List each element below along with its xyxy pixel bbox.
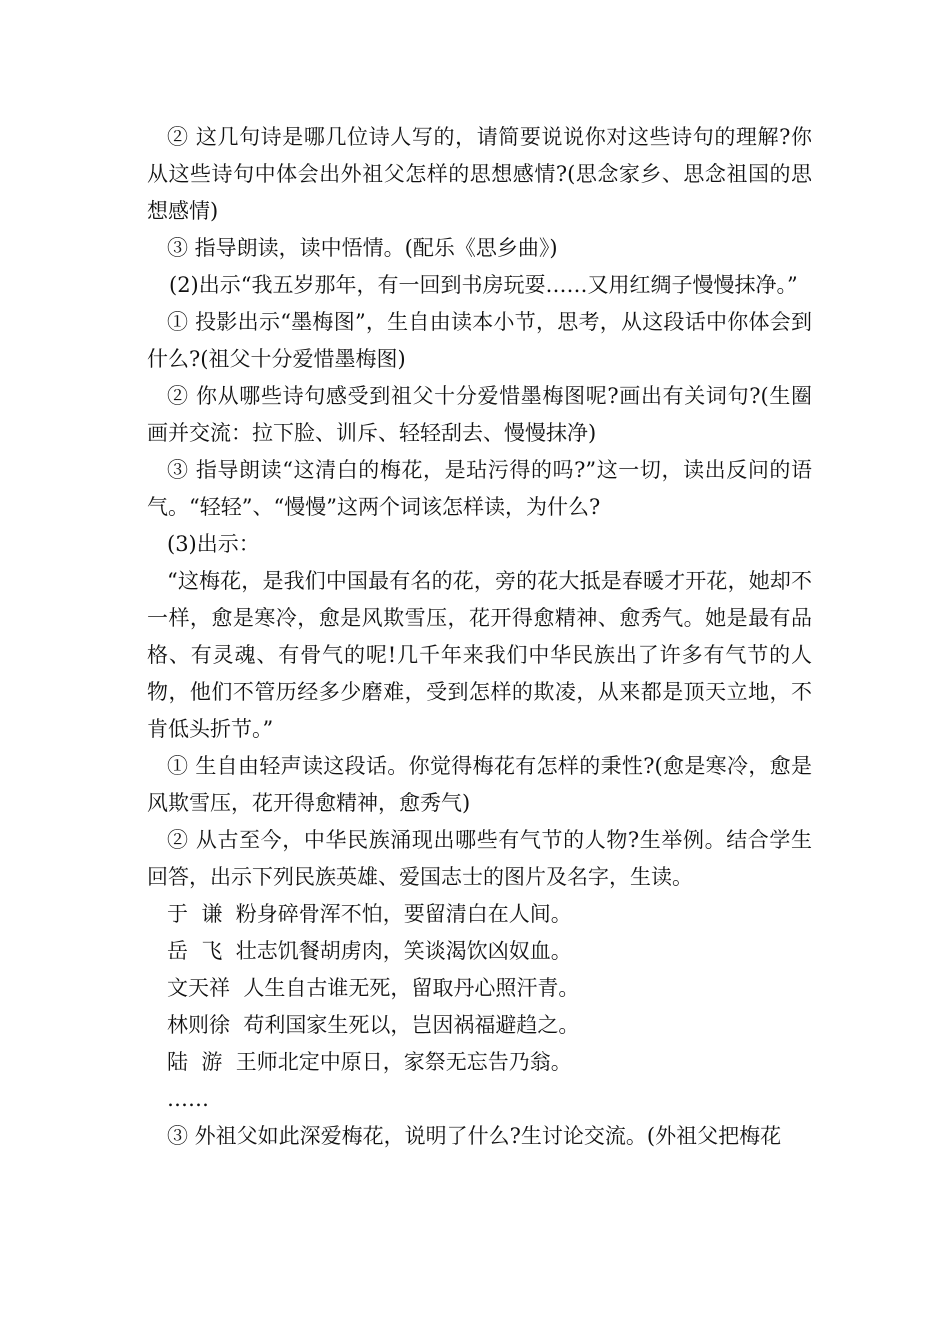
paragraph: (2)出示“我五岁那年，有一回到书房玩耍……又用红绸子慢慢抹净。” bbox=[169, 273, 798, 297]
paragraph: ② 这几句诗是哪几位诗人写的，请简要说说你对这些诗句的理解?你从这些诗句中体会出外祖父怎样的思想感情?(思念家乡、思念祖国的思想感情) bbox=[147, 125, 812, 223]
quote-paragraph: “这梅花，是我们中国最有名的花，旁的花大抵是春暖才开花，她却不一样，愈是寒冷，愈是风欺雪压，花开得愈精神、愈秀气。她是最有品格、有灵魂、有骨气的呢!几千年来我们中华民族出了许多有气节的人物，他们不管历经多少磨难，受到怎样的欺凌，从来都是顶天立地，不肯低头折节。” bbox=[147, 569, 812, 741]
poet-name: 林则徐 bbox=[167, 1013, 230, 1037]
paragraph: ③ 指导朗读“这清白的梅花，是玷污得的吗?”这一切，读出反问的语气。“轻轻”、“慢慢”这两个词该怎样读，为什么? bbox=[147, 458, 812, 519]
poet-name: 于 谦 bbox=[167, 902, 223, 926]
poem-text: 王师北定中原日，家祭无忘告乃翁。 bbox=[235, 1050, 572, 1074]
ellipsis: …… bbox=[167, 1087, 209, 1111]
poem-line bbox=[147, 1044, 812, 1081]
poet-name: 岳 飞 bbox=[167, 939, 223, 963]
poem-line bbox=[147, 1007, 812, 1044]
poem-text: 粉身碎骨浑不怕，要留清白在人间。 bbox=[235, 902, 572, 926]
poem-text: 人生自古谁无死，留取丹心照汗青。 bbox=[243, 976, 580, 1000]
paragraph: ① 投影出示“墨梅图”，生自由读本小节，思考，从这段话中你体会到什么?(祖父十分爱惜墨梅图) bbox=[147, 310, 812, 371]
poem-text: 壮志饥餐胡虏肉，笑谈渴饮凶奴血。 bbox=[235, 939, 572, 963]
paragraph: ① 生自由轻声读这段话。你觉得梅花有怎样的秉性?(愈是寒冷，愈是风欺雪压，花开得愈精神，愈秀气) bbox=[147, 754, 812, 815]
paragraph: ③ 指导朗读，读中悟情。(配乐《思乡曲》) bbox=[167, 236, 558, 260]
poem-line bbox=[147, 896, 812, 933]
paragraph: (3)出示： bbox=[167, 532, 260, 556]
poem-text: 苟利国家生死以，岂因祸福避趋之。 bbox=[243, 1013, 580, 1037]
poet-name: 陆 游 bbox=[167, 1050, 223, 1074]
paragraph: ③ 外祖父如此深爱梅花，说明了什么?生讨论交流。(外祖父把梅花 bbox=[167, 1124, 782, 1148]
document-body bbox=[147, 119, 812, 1155]
poet-name: 文天祥 bbox=[167, 976, 230, 1000]
paragraph: ② 你从哪些诗句感受到祖父十分爱惜墨梅图呢?画出有关词句?(生圈画并交流：拉下脸、训斥、轻轻刮去、慢慢抹净) bbox=[147, 384, 812, 445]
poem-line bbox=[147, 970, 812, 1007]
poem-line bbox=[147, 933, 812, 970]
paragraph: ② 从古至今，中华民族涌现出哪些有气节的人物?生举例。结合学生回答，出示下列民族英雄、爱国志士的图片及名字，生读。 bbox=[147, 828, 812, 889]
